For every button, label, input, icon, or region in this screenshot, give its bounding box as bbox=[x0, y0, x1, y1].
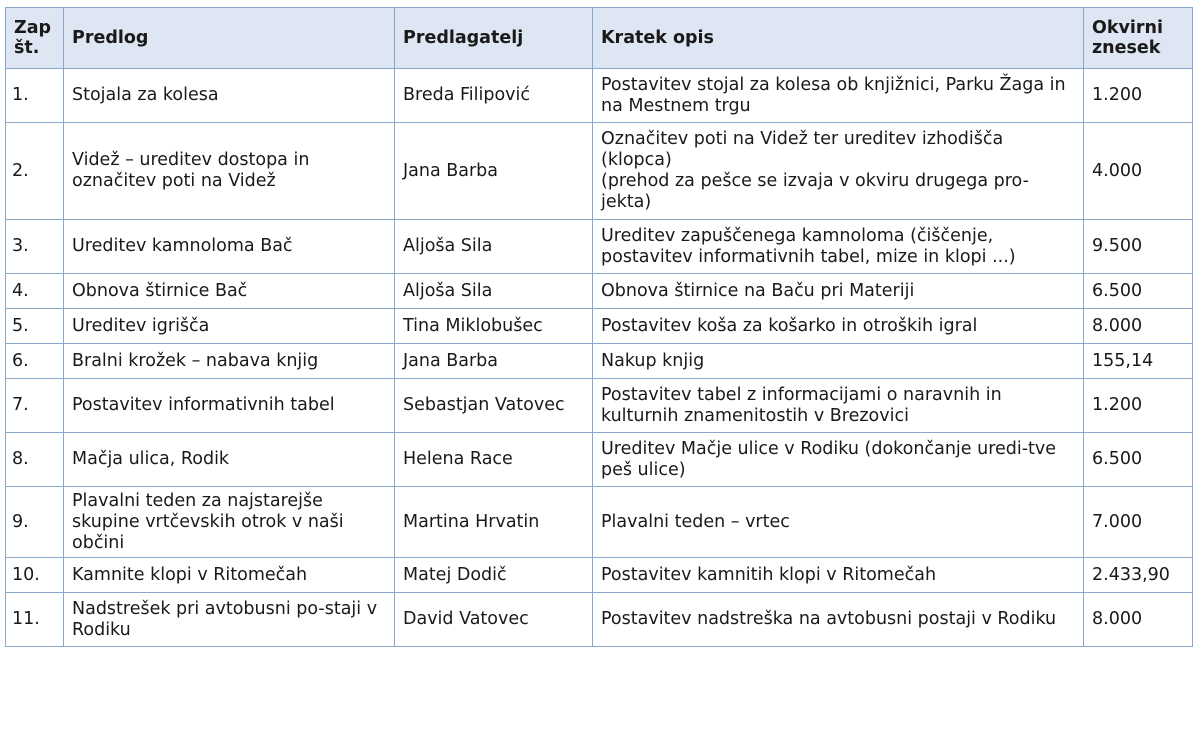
row-amount: 6.500 bbox=[1084, 274, 1193, 309]
header-proposer: Predlagatelj bbox=[395, 8, 593, 69]
row-num: 5. bbox=[6, 309, 64, 344]
row-proposer: Aljoša Sila bbox=[395, 274, 593, 309]
table-row bbox=[6, 433, 1193, 487]
table-row bbox=[6, 220, 1193, 274]
row-num: 7. bbox=[6, 379, 64, 433]
row-description: Postavitev tabel z informacijami o naravnih in kulturnih znamenitostih v Brezovici bbox=[593, 379, 1084, 433]
table-row bbox=[6, 344, 1193, 379]
table-row bbox=[6, 487, 1193, 558]
row-num: 3. bbox=[6, 220, 64, 274]
header-num: Zap št. bbox=[6, 8, 64, 69]
row-proposal: Plavalni teden za najstarejše skupine vrtčevskih otrok v naši občini bbox=[64, 487, 395, 558]
row-num: 8. bbox=[6, 433, 64, 487]
header-amount: Okvirni znesek bbox=[1084, 8, 1193, 69]
table-row bbox=[6, 379, 1193, 433]
row-proposal: Mačja ulica, Rodik bbox=[64, 433, 395, 487]
row-num: 6. bbox=[6, 344, 64, 379]
table-row bbox=[6, 69, 1193, 123]
table-row bbox=[6, 309, 1193, 344]
table-row bbox=[6, 123, 1193, 220]
table-row bbox=[6, 558, 1193, 593]
table-header-row bbox=[6, 8, 1193, 69]
row-amount: 7.000 bbox=[1084, 487, 1193, 558]
row-proposal: Postavitev informativnih tabel bbox=[64, 379, 395, 433]
row-proposal: Videž – ureditev dostopa in označitev poti na Videž bbox=[64, 123, 395, 220]
row-proposal: Bralni krožek – nabava knjig bbox=[64, 344, 395, 379]
row-amount: 9.500 bbox=[1084, 220, 1193, 274]
row-amount: 1.200 bbox=[1084, 379, 1193, 433]
row-proposal: Ureditev igrišča bbox=[64, 309, 395, 344]
header-proposal: Predlog bbox=[64, 8, 395, 69]
row-description: Označitev poti na Videž ter ureditev izhodišča (klopca) (prehod za pešce se izvaja v okviru drugega pro-jekta) bbox=[593, 123, 1084, 220]
row-proposer: Martina Hrvatin bbox=[395, 487, 593, 558]
row-description: Plavalni teden – vrtec bbox=[593, 487, 1084, 558]
row-proposer: Aljoša Sila bbox=[395, 220, 593, 274]
row-description: Postavitev stojal za kolesa ob knjižnici, Parku Žaga in na Mestnem trgu bbox=[593, 69, 1084, 123]
row-description: Ureditev zapuščenega kamnoloma (čiščenje, postavitev informativnih tabel, mize in klopi ...) bbox=[593, 220, 1084, 274]
row-amount: 1.200 bbox=[1084, 69, 1193, 123]
table-row bbox=[6, 274, 1193, 309]
row-proposer: Matej Dodič bbox=[395, 558, 593, 593]
row-num: 4. bbox=[6, 274, 64, 309]
row-amount: 155,14 bbox=[1084, 344, 1193, 379]
row-description: Postavitev nadstreška na avtobusni postaji v Rodiku bbox=[593, 593, 1084, 647]
row-proposer: Tina Miklobušec bbox=[395, 309, 593, 344]
row-num: 1. bbox=[6, 69, 64, 123]
row-amount: 8.000 bbox=[1084, 309, 1193, 344]
row-amount: 8.000 bbox=[1084, 593, 1193, 647]
row-proposer: Helena Race bbox=[395, 433, 593, 487]
row-proposer: David Vatovec bbox=[395, 593, 593, 647]
row-proposal: Obnova štirnice Bač bbox=[64, 274, 395, 309]
row-description: Obnova štirnice na Baču pri Materiji bbox=[593, 274, 1084, 309]
row-proposal: Stojala za kolesa bbox=[64, 69, 395, 123]
row-description: Postavitev kamnitih klopi v Ritomečah bbox=[593, 558, 1084, 593]
row-proposer: Breda Filipović bbox=[395, 69, 593, 123]
row-num: 9. bbox=[6, 487, 64, 558]
row-description: Nakup knjig bbox=[593, 344, 1084, 379]
row-num: 2. bbox=[6, 123, 64, 220]
row-proposer: Sebastjan Vatovec bbox=[395, 379, 593, 433]
row-description: Ureditev Mačje ulice v Rodiku (dokončanje uredi-tve peš ulice) bbox=[593, 433, 1084, 487]
row-proposer: Jana Barba bbox=[395, 123, 593, 220]
row-amount: 6.500 bbox=[1084, 433, 1193, 487]
table-row bbox=[6, 593, 1193, 647]
row-amount: 2.433,90 bbox=[1084, 558, 1193, 593]
row-amount: 4.000 bbox=[1084, 123, 1193, 220]
row-description: Postavitev koša za košarko in otroških igral bbox=[593, 309, 1084, 344]
row-num: 10. bbox=[6, 558, 64, 593]
row-proposal: Kamnite klopi v Ritomečah bbox=[64, 558, 395, 593]
row-proposal: Nadstrešek pri avtobusni po-staji v Rodiku bbox=[64, 593, 395, 647]
proposals-table bbox=[5, 7, 1193, 647]
row-proposal: Ureditev kamnoloma Bač bbox=[64, 220, 395, 274]
row-num: 11. bbox=[6, 593, 64, 647]
row-proposer: Jana Barba bbox=[395, 344, 593, 379]
header-description: Kratek opis bbox=[593, 8, 1084, 69]
